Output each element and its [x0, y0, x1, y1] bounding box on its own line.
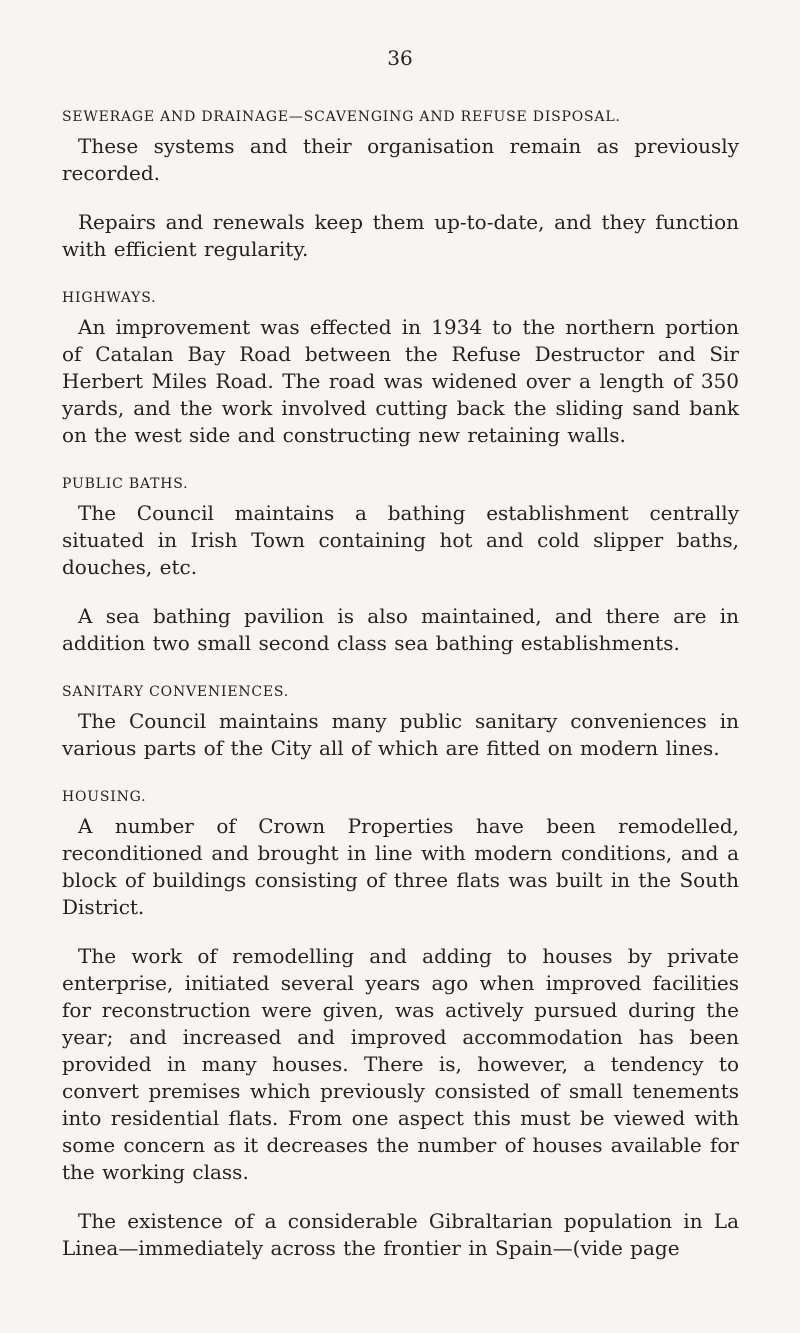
- heading-sanitary-conveniences: SANITARY CONVENIENCES.: [62, 684, 290, 700]
- heading-highways: HIGHWAYS.: [62, 290, 157, 306]
- paragraph-highways-1: An improvement was effected in 1934 to the northern portion of Catalan Bay Road between the Refuse Destructor and Sir Herbert Miles Road. The road was widened over a length of 350 yards, and the work involved cutting back the sliding sand bank on the west side and constructing new retaining walls.: [62, 315, 739, 447]
- paragraph-sanitary-1: The Council maintains many public sanitary conveniences in various parts of the City all of which are fitted on modern lines.: [62, 709, 739, 760]
- paragraph-baths-2: A sea bathing pavilion is also maintained, and there are in addition two small second class sea bathing establishments.: [62, 604, 739, 655]
- paragraph-sewerage-1: These systems and their organisation remain as previously recorded.: [62, 134, 739, 185]
- paragraph-sewerage-2: Repairs and renewals keep them up-to-date, and they function with efficient regularity.: [62, 210, 739, 261]
- paragraph-housing-1: A number of Crown Properties have been remodelled, reconditioned and brought in line with modern conditions, and a block of buildings consisting of three flats was built in the South District.: [62, 814, 739, 919]
- page-body: [62, 108, 739, 1262]
- page-number: 36: [387, 46, 413, 70]
- heading-housing: HOUSING.: [62, 789, 147, 805]
- heading-public-baths: PUBLIC BATHS.: [62, 476, 189, 492]
- paragraph-baths-1: The Council maintains a bathing establishment centrally situated in Irish Town containing hot and cold slipper baths, douches, etc.: [62, 501, 739, 579]
- paragraph-housing-3: The existence of a considerable Gibraltarian population in La Linea—immediately across the frontier in Spain—(vide page: [62, 1209, 739, 1260]
- heading-sewerage: SEWERAGE AND DRAINAGE—SCAVENGING AND REFUSE DISPOSAL.: [62, 109, 621, 125]
- paragraph-housing-2: The work of remodelling and adding to houses by private enterprise, initiated several years ago when improved facilities for reconstruction were given, was actively pursued during the year; and increased and improved accommodation has been provided in many houses. There is, however, a tendency to convert premises which previously consisted of small tenements into residential flats. From one aspect this must be viewed with some concern as it decreases the number of houses available for the working class.: [62, 944, 739, 1184]
